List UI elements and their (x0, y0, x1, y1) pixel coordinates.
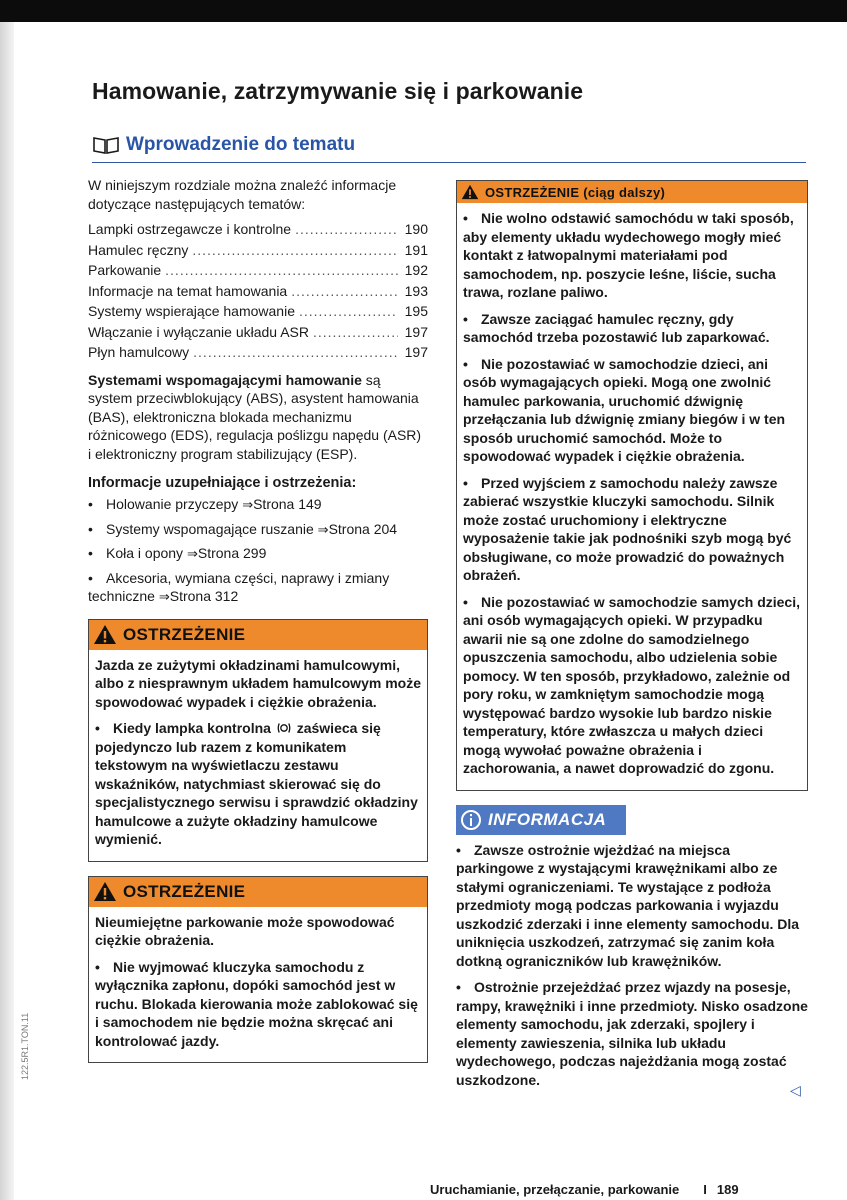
warning-header (89, 877, 427, 907)
warning-bullet: • Nie pozostawiać w samochodzie dzieci, ani osób wymagających opieki. Mogą one zwolnić hamulec parkowania, uruchomić dźwignię przełączania lub dźwignię zmiany biegów i w ten sposób uruchomić samochód. Może to spowodować wypadek i ciężkie obrażenia. (463, 355, 786, 464)
info-bullet-text: Ostrożnie przejeżdżać przez wjazdy na posesje, rampy, krawężniki i inne przedmioty. Nisko osadzone elementy samochodu, jak zderzaki, spojlery i elementy zawieszenia, silnika lub układu wydechowego, podczas najeżdżania mogą zostać uszkodzone. (456, 979, 808, 1088)
item-text: Systemy wspomagające ruszanie (106, 520, 314, 537)
arrow-icon: ⇒ (186, 546, 198, 561)
info-bullet: • Ostrożnie przejeżdżać przez wjazdy na posesje, rampy, krawężniki i inne przedmioty. Nisko osadzone elementy samochodu, jak zderzaki, spojlery i elementy zawieszenia, silnika lub układu wydechowego, podczas najeżdżania mogą zostać uszkodzone. (456, 979, 808, 1088)
footer-page-number: 189 (716, 1182, 739, 1197)
page-reference[interactable]: Strona 299 (197, 545, 267, 561)
toc-page: 191 (404, 241, 428, 258)
warning-triangle-icon (93, 881, 117, 902)
scan-left-edge (0, 22, 14, 1200)
warning-box-continued (456, 180, 808, 791)
toc-page: 197 (404, 344, 428, 360)
section-title: Wprowadzenie do tematu (126, 134, 356, 155)
page-reference[interactable]: Strona 204 (328, 520, 398, 537)
page-reference[interactable]: Strona 149 (253, 496, 322, 512)
cross-reference-item: • Holowanie przyczepy ⇒Strona 149 (88, 496, 322, 512)
page-title: Hamowanie, zatrzymywanie się i parkowanie (92, 78, 584, 104)
warning-triangle-icon (93, 624, 117, 645)
page-reference[interactable]: Strona 312 (169, 588, 239, 604)
toc-leader (313, 322, 398, 343)
toc-entry (88, 281, 428, 302)
warning-body (89, 650, 427, 861)
warning-body (457, 203, 807, 790)
warning-header (457, 181, 807, 203)
cross-reference-item: • Systemy wspomagające ruszanie ⇒Strona 204 (88, 520, 398, 537)
toc-page: 197 (404, 323, 428, 340)
warning-bullet-text: Nie wolno odstawić samochódu w taki sposób, aby elementy układu wydechowego mogły mieć kontakt z łatwopalnymi materiałami pod samochodem, np. poszycie leśne, liście, sucha trawa, rozlane paliwo. (463, 210, 794, 300)
item-text: Holowanie przyczepy (106, 496, 239, 512)
left-column (88, 176, 428, 1077)
warning-box-parking (88, 876, 428, 1064)
item-text: Akcesoria, wymiana części, naprawy i zmiany techniczne (88, 569, 390, 604)
systems-bold: Systemami wspomagającymi hamowanie (88, 371, 362, 388)
toc-label: Systemy wspierające hamowanie (88, 303, 295, 319)
warning-body (89, 907, 427, 1063)
info-header (456, 805, 626, 835)
cross-reference-item: • Koła i opony ⇒Strona 299 (88, 545, 267, 561)
warning-bullet-text: Przed wyjściem z samochodu należy zawsze zabierać wszystkie kluczyki samochodu. Silnik może zostać uruchomiony i elektryczne wyposażenie takie jak podnośniki szyb mogą być obsługiwane, co może prowadzić do poważnych obrażeń. (463, 474, 792, 583)
toc-entry (88, 240, 428, 261)
info-title: INFORMACJA (488, 809, 607, 829)
toc-page: 192 (404, 262, 428, 278)
warning-intro: Nieumiejętne parkowanie może spowodować ciężkie obrażenia. (95, 913, 395, 948)
right-column (456, 180, 808, 1097)
warning-box-brake-pads (88, 619, 428, 862)
toc-label: Włączanie i wyłączanie układu ASR (88, 323, 309, 340)
warning-triangle-icon (461, 184, 479, 200)
warning-bullet-text: Nie pozostawiać w samochodzie dzieci, ani osób wymagających opieki. Mogą one zwolnić hamulec parkowania, uruchomić dźwignię przełączania lub dźwignię zmiany biegów i w ten sposób uruchomić samochód. Może to spowodować wypadek i ciężkie obrażenia. (463, 355, 786, 464)
section-header (92, 132, 806, 163)
scan-top-edge (0, 0, 847, 22)
toc-entry (88, 322, 428, 343)
warning-bullet-text: Nie wyjmować kluczyka samochodu z wyłącznika zapłonu, dopóki samochód jest w ruchu. Blokada kierowania może zablokować się i samochodem nie będzie można skręcać ani kontrolować jazdy. (95, 958, 418, 1049)
intro-text: W niniejszym rozdziale można znaleźć informacje dotyczące następujących tematów: (88, 177, 397, 212)
footer-separator: I (703, 1182, 707, 1197)
info-body (456, 841, 808, 1090)
item-text: Koła i opony (106, 545, 184, 561)
toc-leader (165, 260, 398, 281)
toc-label: Lampki ostrzegawcze i kontrolne (88, 221, 292, 237)
brake-warning-lamp-icon (277, 722, 291, 734)
info-bullet-text: Zawsze ostrożnie wjeżdżać na miejsca parkingowe z wystającymi krawężnikami albo ze stałymi ograniczeniami. Te wystające z podłoża przedmioty mogą podczas parkowania i wyjazdu uszkodzić zderzaki i inne elementy samochodu. Dla uniknięcia uszkodzeń, zatrzymać się zanim koła dotkną ograniczników lub krawężników. (456, 841, 800, 969)
additional-info-list (88, 495, 428, 607)
warning-bullet: • Zawsze zaciągać hamulec ręczny, gdy samochód trzeba pozostawić lub zaparkować. (463, 310, 770, 345)
cross-reference-item: • Akcesoria, wymiana części, naprawy i zmiany techniczne ⇒Strona 312 (88, 569, 390, 604)
toc-leader (192, 240, 398, 261)
topic-list (88, 219, 428, 363)
systems-text: są system przeciwblokujący (ABS), asystent hamowania (BAS), elektroniczna blokada mechanizmu różnicowego (EDS), regulacja poślizgu napędu (ASR) i elektroniczny program stabilizujący (ESP). (88, 371, 422, 462)
warning-title: OSTRZEŻENIE (ciąg dalszy) (485, 184, 666, 200)
toc-label: Płyn hamulcowy (88, 344, 190, 360)
arrow-icon: ⇒ (242, 497, 254, 512)
warning-bullet-text-a: Kiedy lampka kontrolna (113, 720, 271, 736)
toc-label: Parkowanie (88, 262, 162, 278)
warning-bullet-text: Nie pozostawiać w samochodzie samych dzieci, ani osób wymagających opieki. W przypadku awarii nie są one zdolne do samodzielnego opuszczenia samochodu, albo udzielenia sobie pomocy. W ten sposób, przykładowo, zależnie od pory roku, w zamkniętym samochodzie mogą występować bardzo wysokie lub bardzo niskie temperatury, które zwłaszcza u małych dzieci mogą wywołać poważne obrażenia i zachorowania, a nawet doprowadzić do zgonu. (463, 593, 800, 776)
toc-leader (295, 219, 398, 240)
book-icon (92, 135, 120, 155)
toc-entry (88, 260, 428, 281)
toc-entry (88, 219, 428, 240)
footer-section: Uruchamianie, przełączanie, parkowanie (430, 1182, 680, 1197)
page-footer (430, 1182, 739, 1197)
toc-page: 193 (404, 282, 428, 299)
additional-info-heading: Informacje uzupełniające i ostrzeżenia: (88, 475, 357, 491)
warning-title: OSTRZEŻENIE (123, 624, 246, 644)
toc-leader (291, 281, 398, 302)
warning-title: OSTRZEŻENIE (123, 881, 246, 901)
warning-bullet: • Nie pozostawiać w samochodzie samych dzieci, ani osób wymagających opieki. W przypadku awarii nie są one zdolne do samodzielnego opuszczenia samochodu, albo udzielenia sobie pomocy. W ten sposób, przykładowo, zależnie od pory roku, w zamkniętym samochodzie mogą występować bardzo wysokie lub bardzo niskie temperatury, które zwłaszcza u małych dzieci mogą wywołać poważne obrażenia i zachorowania, a nawet doprowadzić do zgonu. (463, 593, 800, 776)
warning-bullet: • Nie wyjmować kluczyka samochodu z wyłącznika zapłonu, dopóki samochód jest w ruchu. Blokada kierowania może zablokować się i samochodem nie będzie można skręcać ani kontrolować jazdy. (95, 958, 418, 1049)
info-icon (460, 809, 482, 831)
toc-entry (88, 342, 428, 363)
print-code: 122.5R1.TON.11 (20, 1012, 30, 1080)
warning-bullet-text: Zawsze zaciągać hamulec ręczny, gdy samochód trzeba pozostawić lub zaparkować. (463, 310, 770, 345)
arrow-icon: ⇒ (158, 589, 170, 604)
warning-bullet: • Kiedy lampka kontrolna zaświeca się pojedynczo lub razem z komunikatem tekstowym na wyświetlaczu zestawu wskaźników, natychmiast skierować się do specjalistycznego serwisu i sprawdzić okładziny hamulcowe a zużyte okładziny hamulcowe wymienić. (95, 720, 418, 847)
systems-paragraph (88, 371, 428, 464)
warning-bullet-text-b: zaświeca się pojedynczo lub razem z komunikatem tekstowym na wyświetlaczu zestawu wskaźników, natychmiast skierować się do specjalistycznego serwisu i sprawdzić okładziny hamulcowe a zużyte okładziny hamulcowe wymienić. (95, 720, 418, 847)
toc-leader (193, 342, 398, 363)
warning-bullet: • Przed wyjściem z samochodu należy zawsze zabierać wszystkie kluczyki samochodu. Silnik może zostać uruchomiony i elektryczne wyposażenie takie jak podnośniki szyb mogą być obsługiwane, co może prowadzić do poważnych obrażeń. (463, 474, 792, 583)
warning-header (89, 620, 427, 650)
toc-label: Hamulec ręczny (88, 241, 189, 258)
arrow-icon: ⇒ (317, 521, 329, 537)
toc-leader (299, 301, 398, 322)
toc-page: 195 (404, 303, 428, 319)
end-of-section-marker: ◁ (790, 1082, 801, 1098)
toc-entry (88, 301, 428, 322)
toc-label: Informacje na temat hamowania (88, 282, 288, 299)
info-bullet: • Zawsze ostrożnie wjeżdżać na miejsca parkingowe z wystającymi krawężnikami albo ze stałymi ograniczeniami. Te wystające z podłoża przedmioty mogą podczas parkowania i wyjazdu uszkodzić zderzaki i inne elementy samochodu. Dla uniknięcia uszkodzeń, zatrzymać się zanim koła dotkną ograniczników lub krawężników. (456, 841, 800, 969)
toc-page: 190 (404, 221, 428, 237)
warning-bullet: • Nie wolno odstawić samochódu w taki sposób, aby elementy układu wydechowego mogły mieć kontakt z łatwopalnymi materiałami pod samochodem, np. poszycie leśne, liście, sucha trawa, rozlane paliwo. (463, 210, 794, 300)
warning-intro: Jazda ze zużytymi okładzinami hamulcowymi, albo z niesprawnym układem hamulcowym może spowodować wypadek i ciężkie obrażenia. (95, 656, 421, 710)
